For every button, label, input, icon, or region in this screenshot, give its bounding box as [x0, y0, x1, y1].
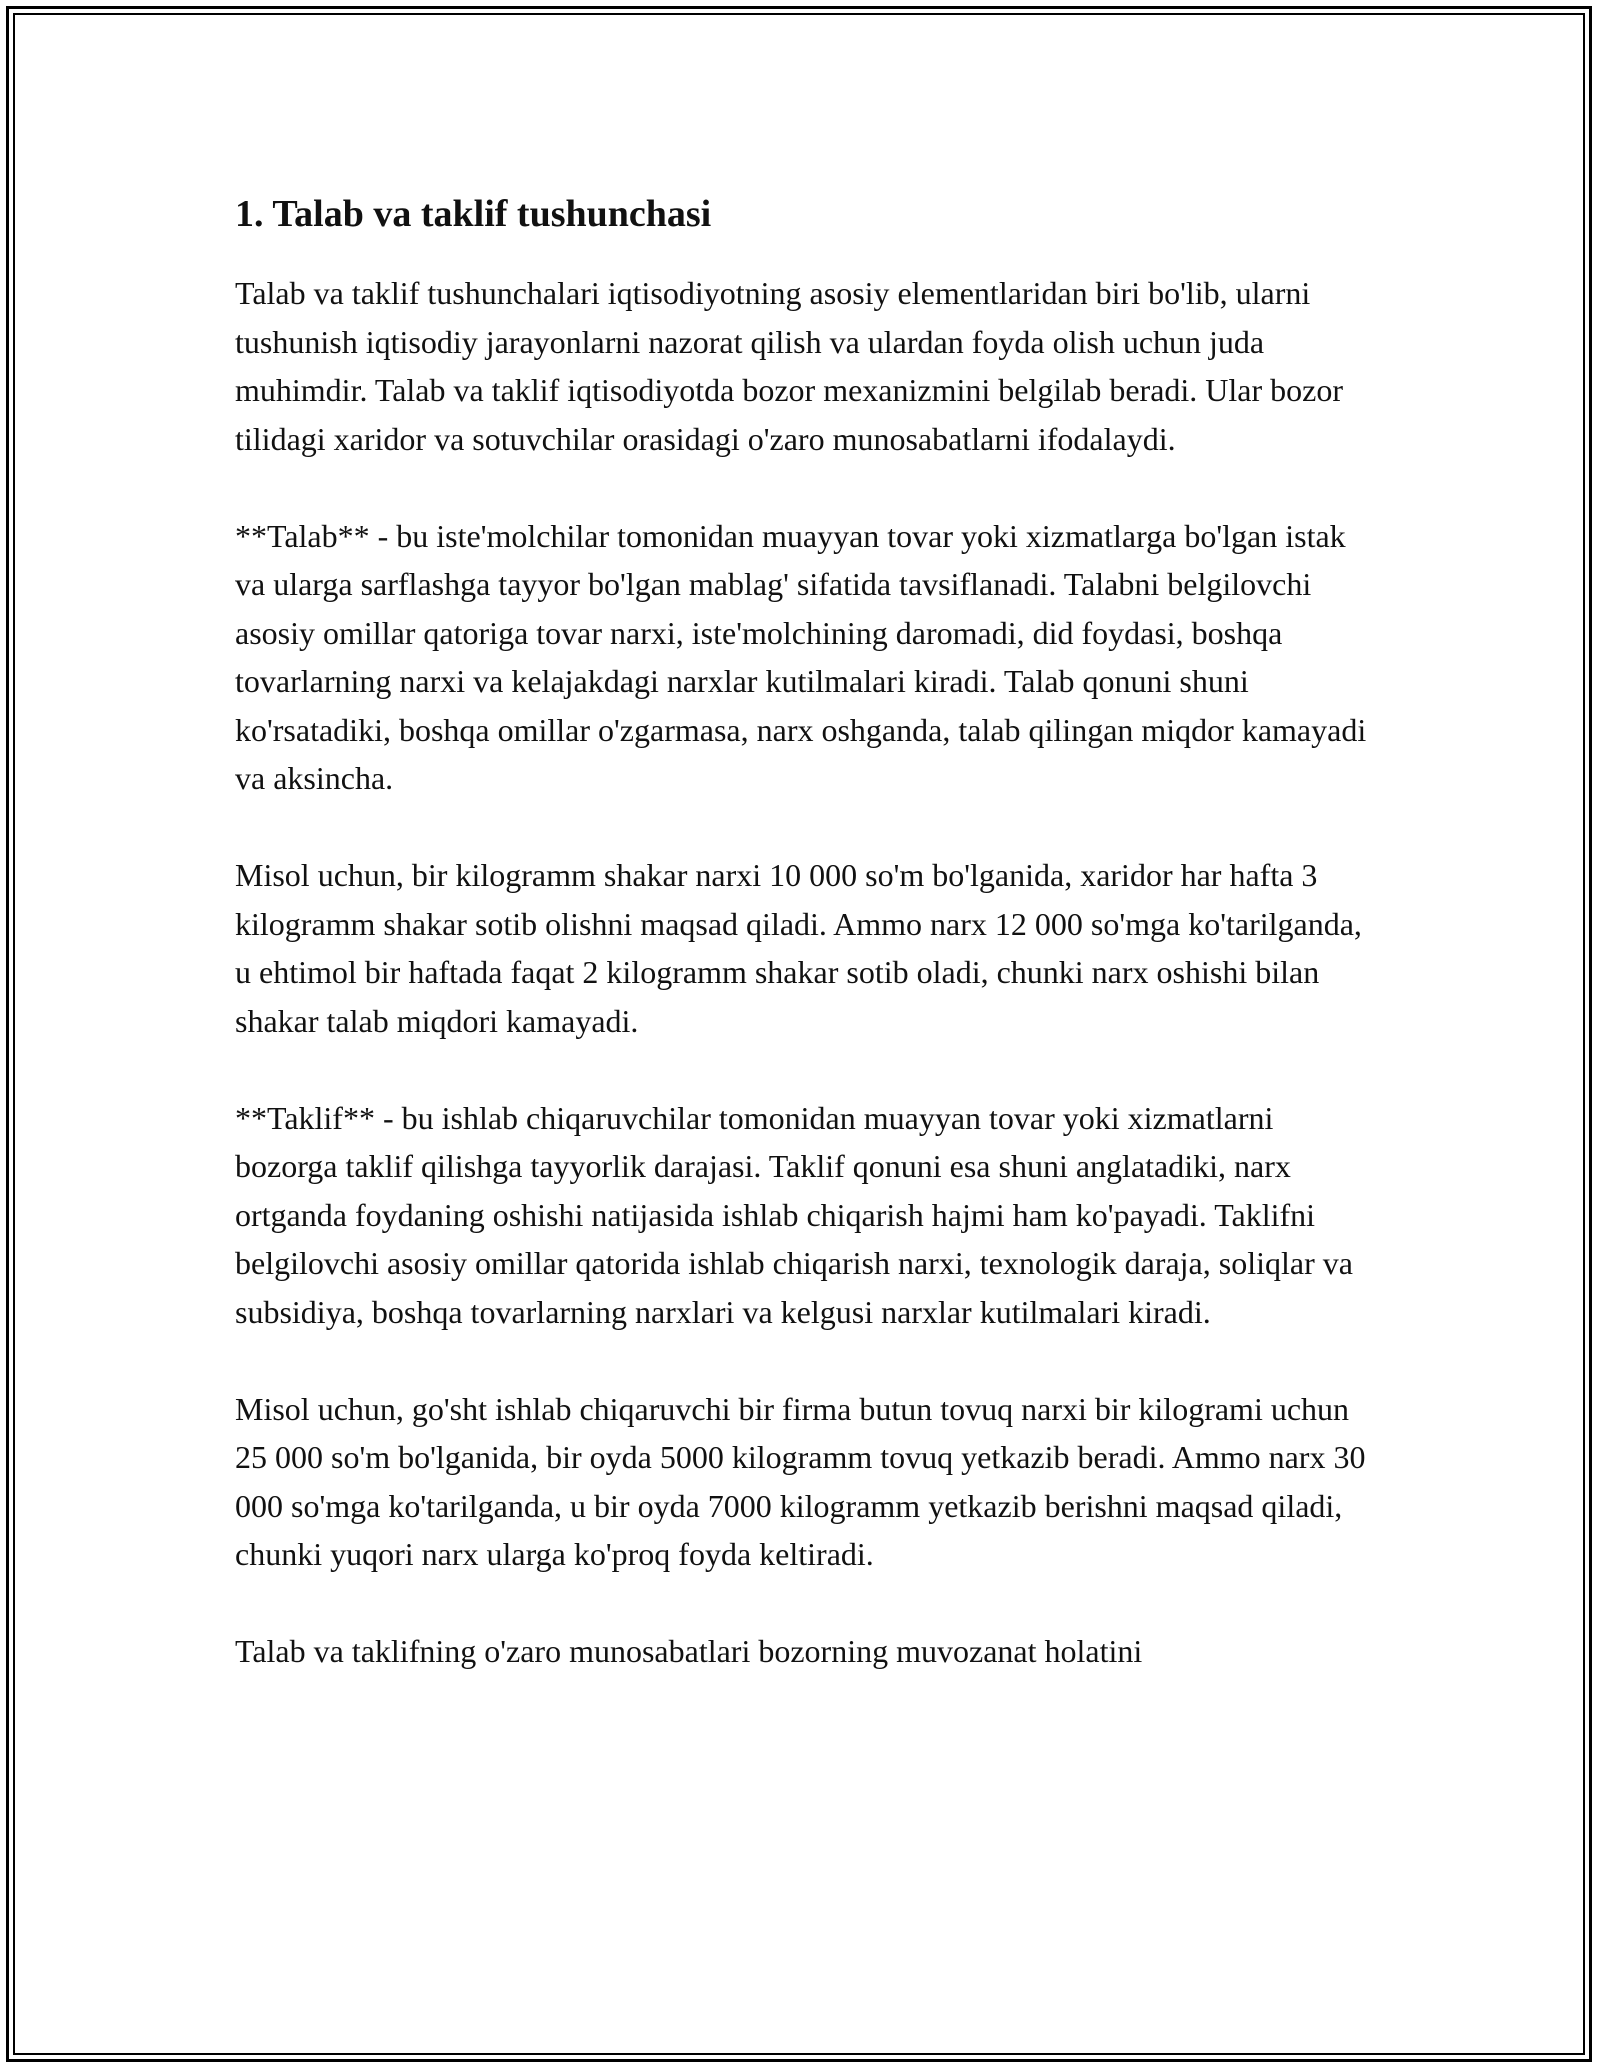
paragraph-intro: Talab va taklif tushunchalari iqtisodiyotning asosiy elementlaridan biri bo'lib, ularni tushunish iqtisodiy jarayonlarni nazorat qilish va ulardan foyda olish uchun juda muhimdir. Talab va taklif iqtisodiyotda bozor mexanizmini belgilab beradi. Ular bozor tilidagi xaridor va sotuvchilar orasidagi o'zaro munosabatlarni ifodalaydi. — [235, 275, 1343, 457]
paragraph-taklif: **Taklif** - bu ishlab chiqaruvchilar tomonidan muayyan tovar yoki xizmatlarni bozorga taklif qilishga tayyorlik darajasi. Taklif qonuni esa shuni anglatadiki, narx ortganda foydaning oshishi natijasida ishlab chiqarish hajmi ham ko'payadi. Taklifni belgilovchi asosiy omillar qatorida ishlab chiqarish narxi, texnologik daraja, soliqlar va subsidiya, boshqa tovarlarning narxlari va kelgusi narxlar kutilmalari kiradi. — [235, 1099, 1353, 1330]
paragraph-taklif-example: Misol uchun, go'sht ishlab chiqaruvchi bir firma butun tovuq narxi bir kilogrami uchun 25 000 so'm bo'lganida, bir oyda 5000 kilogramm tovuq yetkazib beradi. Ammo narx 30 000 so'mga ko'tarilganda, u bir oyda 7000 kilogramm yetkazib berishni maqsad qiladi, chunki yuqori narx ularga ko'proq foyda keltiradi. — [235, 1390, 1366, 1572]
paragraph-talab: **Talab** - bu iste'molchilar tomonidan muayyan tovar yoki xizmatlarga bo'lgan istak va ularga sarflashga tayyor bo'lgan mablag' sifatida tavsiflanadi. Talabni belgilovchi asosiy omillar qatoriga tovar narxi, iste'molchining daromadi, did foydasi, boshqa tovarlarning narxi va kelajakdagi narxlar kutilmalari kiradi. Talab qonuni shuni ko'rsatadiki, boshqa omillar o'zgarmasa, narx oshganda, talab qilingan miqdor kamayadi va aksincha. — [235, 517, 1367, 796]
paragraph-equilibrium: Talab va taklifning o'zaro munosabatlari bozorning muvozanat holatini — [235, 1633, 1143, 1669]
section-heading: 1. Talab va taklif tushunchasi — [235, 193, 712, 235]
paragraph-talab-example: Misol uchun, bir kilogramm shakar narxi 10 000 so'm bo'lganida, xaridor har hafta 3 kilogramm shakar sotib olishni maqsad qiladi. Ammo narx 12 000 so'mga ko'tarilganda, u ehtimol bir haftada faqat 2 kilogramm shakar sotib oladi, chunki narx oshishi bilan shakar talab miqdori kamayadi. — [235, 857, 1362, 1039]
document-body — [235, 185, 1375, 1676]
